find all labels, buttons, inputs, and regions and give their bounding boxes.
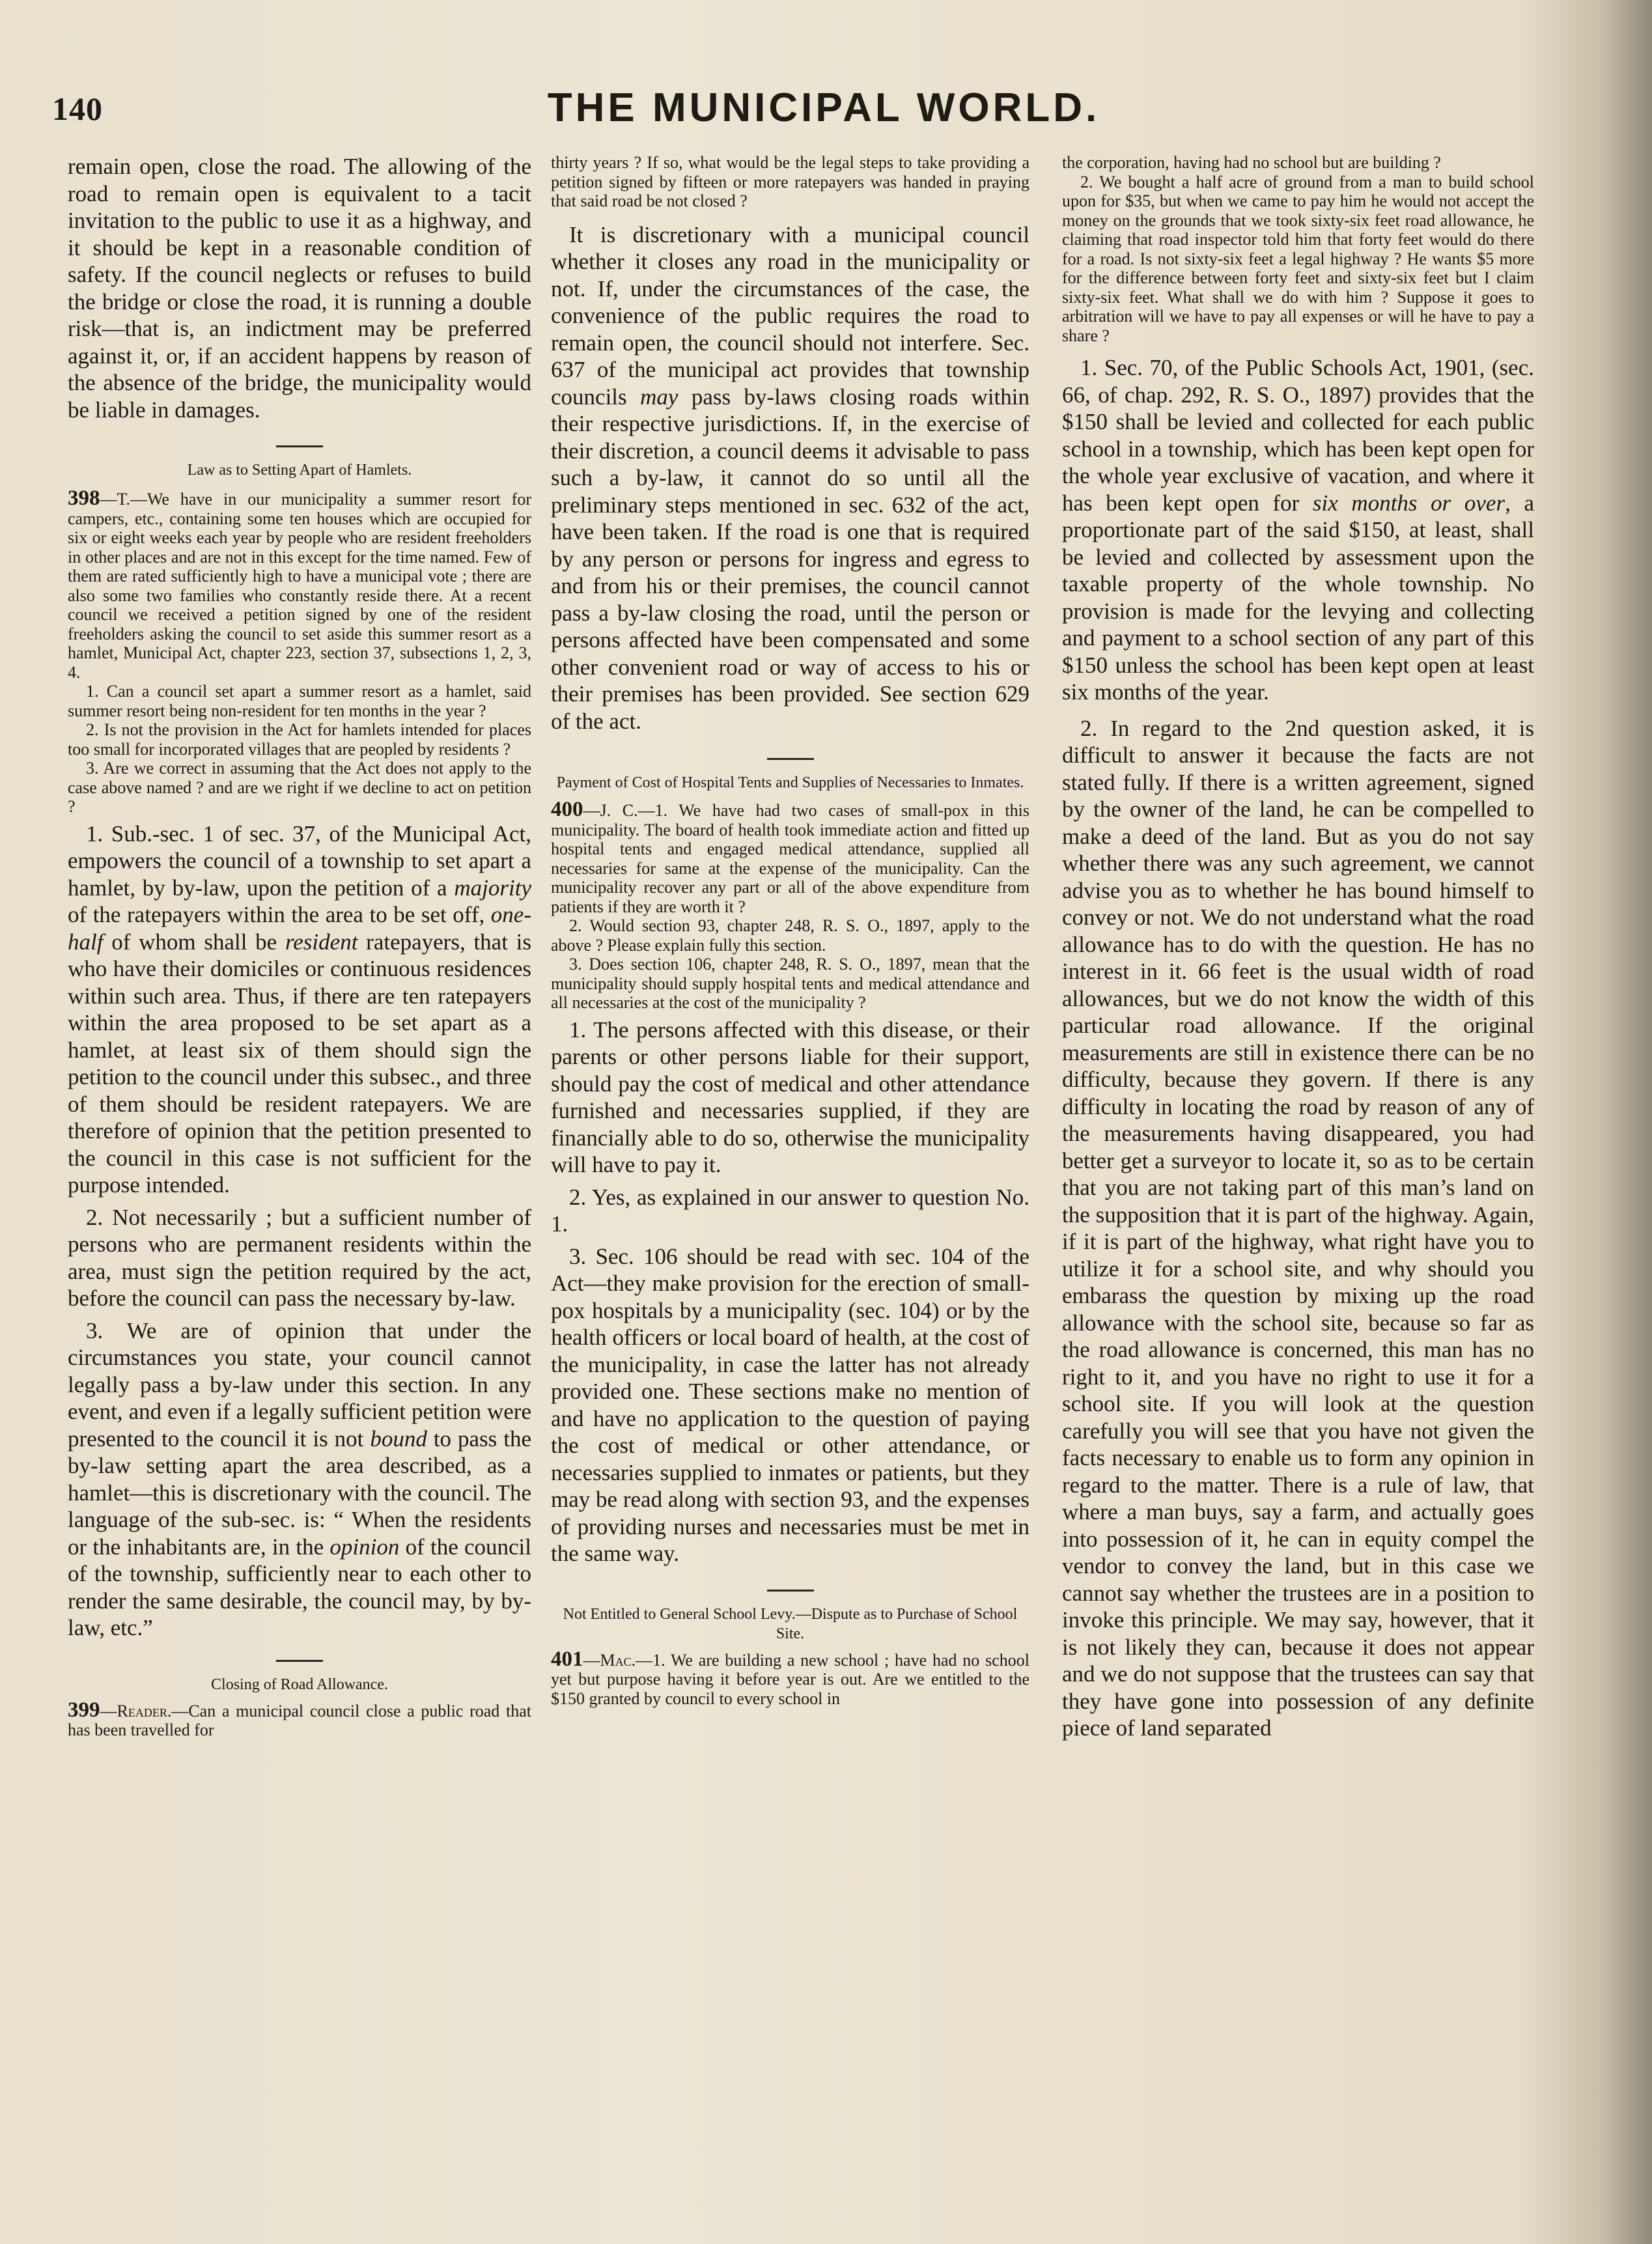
question-item: 3. Are we correct in assuming that the Act does not apply to the case above named ? and are we right if we decline to act on petition ? bbox=[68, 759, 531, 816]
page-number: 140 bbox=[52, 91, 103, 127]
question-number: 398 bbox=[68, 486, 100, 510]
question-item: 2. We bought a half acre of ground from a man to build school upon for $35, but when we came to pay him he would not accept the money on the grounds that we took sixty-six feet road allowance, he claiming that road inspector told him that forty feet would do there for a road. Is not sixty-six feet a legal highway ? He wants $5 more for the difference between forty feet and sixty-six feet but I claim sixty-six feet. What shall we do with him ? Suppose it goes to arbitration will we have to pay all expenses or will he have to pay a share ? bbox=[1062, 172, 1534, 345]
answer-paragraph: 1. Sec. 70, of the Public Schools Act, 1901, (sec. 66, of chap. 292, R. S. O., 1897) provides that the $150 shall be levied and collected for each public school in a township, which has been kept open for the whole year exclusive of vacation, and where it has been kept open for six months or over, a proportionate part of the said $150, at least, shall be levied and collected by assessment upon the taxable property of the whole township. No provision is made for the levying and collecting and payment to a school section of any part of this $150 unless the school has been kept open at least six months of the year. bbox=[1062, 355, 1534, 705]
section-heading: Payment of Cost of Hospital Tents and Supplies of Necessaries to Inmates. bbox=[556, 774, 1024, 791]
section-heading: Closing of Road Allowance. bbox=[211, 1676, 388, 1693]
answer-paragraph: It is discretionary with a municipal council whether it closes any road in the municipality or not. If, under the circumstances of the case, the convenience of the public requires the road to remain open, the council should not interfere. Sec. 637 of the municipal act provides that township councils may pass by-laws closing roads within their respective jurisdictions. If, in the exercise of their discretion, a council deems it advisable to pass such a by-law, it cannot do so until all the preliminary steps mentioned in sec. 632 of the act, have been taken. If the road is one that is required by any person or persons for ingress and egress to and from his or their premises, the council cannot pass a by-law closing the road, until the person or persons affected have been compensated and some other convenient road or way of access to his or their premises has been provided. See section 629 of the act. bbox=[551, 221, 1030, 734]
answer-paragraph: 2. In regard to the 2nd question asked, it is difficult to answer it because the facts are not stated fully. If there is a written agreement, signed by the owner of the land, he can be compelled to make a deed of the land. But as you do not say whether there was any such agreement, we cannot advise you as to whether he has bound himself to convey or not. We do not understand what the road allowance has to do with the question. He has no interest in it. 66 feet is the usual width of road allowances, but we do not know the width of this particular road allowance. If the original measurements are still in existence there can be no difficulty, because they govern. If there is any difficulty in locating the road by reason of any of the measurements having disappeared, you had better get a surveyor to locate it, so as to be certain that you are not taking part of this man’s land on the supposition that it is part of the highway. Again, if it is part of the highway, what right have you to utilize it for a school site, and why should you embarass the question by mixing up the road allowance with the school site, because so far as the road allowance is concerned, this man has no right to it, and you have no right to use it for a school site. If you will look at the question carefully you will see that you have not given the facts necessary to enable us to form any opinion in regard to the matter. There is a rule of law, that where a man buys, say a farm, and actually goes into possession of it, he can in equity compel the vendor to convey the land, but in this case we cannot say whether the trustees are in a position to invoke this principle. We may say, however, that it is not likely they can, because it does not appear and we do not suppose that the trustees can say that they have gone into possession of any definite piece of land separated bbox=[1062, 715, 1534, 1741]
column-1 bbox=[68, 153, 531, 1740]
question-number: 400 bbox=[551, 798, 583, 821]
answer-paragraph: 3. We are of opinion that under the circumstances you state, your council cannot legally pass a by-law under this section. In any event, and even if a legally sufficient petition were presented to the council it is not bound to pass the by-law setting apart the area described, as a hamlet—this is discretionary with the council. The language of the sub-sec. is: “ When the residents or the inhabitants are, in the opinion of the council of the township, sufficiently near to each other to render the same desirable, the council may, by by-law, etc.” bbox=[68, 1317, 532, 1640]
answer-paragraph: 2. Not necessarily ; but a sufficient number of persons who are permanent residents within the area, must sign the petition required by the act, before the council can pass the necessary by-law. bbox=[68, 1204, 531, 1311]
question-item: 2. Is not the provision in the Act for hamlets intended for places too small for incorporated villages that are peopled by residents ? bbox=[68, 720, 531, 759]
column-3 bbox=[1062, 153, 1534, 1742]
answer-paragraph: 3. Sec. 106 should be read with sec. 104 of the Act—they make provision for the erection of small-pox hospitals by a municipality (sec. 104) or by the health officers or local board of health, at the cost of the municipality, in case the latter has not already provided one. These sections make no mention of and have no application to the question of paying the cost of medical or other attendance, or necessaries supplied to inmates or patients, but they may be read along with section 93, and the expenses of providing nurses and necessaries must be met in the same way. bbox=[551, 1243, 1029, 1566]
question-400: 400—J. C.—1. We have had two cases of small-pox in this municipality. The board of health took immediate action and fitted up hospital tents and engaged medical attendance, supplied all necessaries for same at the expense of the municipality. Can the municipality recover any part or all of the above expenditure from patients if they are worth it ? bbox=[551, 798, 1029, 916]
question-398: 398—T.—We have in our municipality a summer resort for campers, etc., containing some ten houses which are occupied for six or eight weeks each year by people who are resident freeholders in other places and are not in this except for the time named. Few of them are rated sufficiently high to have a municipal vote ; there are also some two families who constantly reside there. At a recent council we received a petition signed by one of the resident freeholders asking the council to set aside this summer resort as a hamlet, Municipal Act, chapter 223, section 37, subsections 1, 2, 3, 4. bbox=[68, 486, 531, 682]
question-continuation: the corporation, having had no school but are building ? bbox=[1062, 153, 1441, 172]
question-399: 399—Reader.—Can a municipal council close a public road that has been travelled for bbox=[68, 1698, 531, 1739]
section-heading: Law as to Setting Apart of Hamlets. bbox=[187, 462, 412, 479]
question-item: 1. Can a council set apart a summer resort as a hamlet, said summer resort being non-resident for ten months in the year ? bbox=[68, 682, 531, 720]
question-number: 399 bbox=[68, 1698, 100, 1722]
column-2 bbox=[551, 153, 1029, 1708]
question-number: 401 bbox=[551, 1647, 583, 1671]
publication-title: THE MUNICIPAL WORLD. bbox=[547, 85, 1100, 130]
question-item: 3. Does section 106, chapter 248, R. S. O., 1897, mean that the municipality should supply hospital tents and medical attendance and all necessaries at the cost of the municipality ? bbox=[551, 955, 1029, 1012]
question-continuation: thirty years ? If so, what would be the legal steps to take providing a petition signed by fifteen or more ratepayers was handed in praying that said road be not closed ? bbox=[551, 153, 1029, 210]
page-header bbox=[52, 85, 1595, 137]
answer-paragraph: 1. Sub.-sec. 1 of sec. 37, of the Municipal Act, empowers the council of a township to set apart a hamlet, by by-law, upon the petition of a majority of the ratepayers within the area to be set off, one-half of whom shall be resident ratepayers, that is who have their domiciles or continuous residences within such area. Thus, if there are ten ratepayers within the area proposed to be set apart as a hamlet, at least six of them should sign the petition to the council under this subsec., and three of them should be resident ratepayers. We are therefore of opinion that the petition presented to the council in this case is not sufficient for the purpose intended. bbox=[68, 820, 532, 1198]
question-item: 2. Would section 93, chapter 248, R. S. O., 1897, apply to the above ? Please explain fully this section. bbox=[551, 916, 1029, 955]
section-heading: Not Entitled to General School Levy.—Dispute as to Purchase of School Site. bbox=[563, 1605, 1018, 1642]
question-401: 401—Mac.—1. We are building a new school ; have had no school yet but purpose having it before year is out. Are we entitled to the $150 granted by council to every school in bbox=[551, 1647, 1029, 1708]
answer-paragraph: 1. The persons affected with this disease, or their parents or other persons liable for their support, should pay the cost of medical and other attendance furnished and necessaries supplied, if they are financially able to do so, otherwise the municipality will have to pay it. bbox=[551, 1017, 1029, 1177]
answer-paragraph: 2. Yes, as explained in our answer to question No. 1. bbox=[551, 1184, 1029, 1237]
paragraph: remain open, close the road. The allowing of the road to remain open is equivalent to a tacit invitation to the public to use it as a highway, and it should be kept in a reasonable condition of safety. If the council neglects or refuses to build the bridge or close the road, it is running a double risk—that is, an indictment may be preferred against it, or, if an accident happens by reason of the absence of the bridge, the municipality would be liable in damages. bbox=[68, 154, 531, 423]
